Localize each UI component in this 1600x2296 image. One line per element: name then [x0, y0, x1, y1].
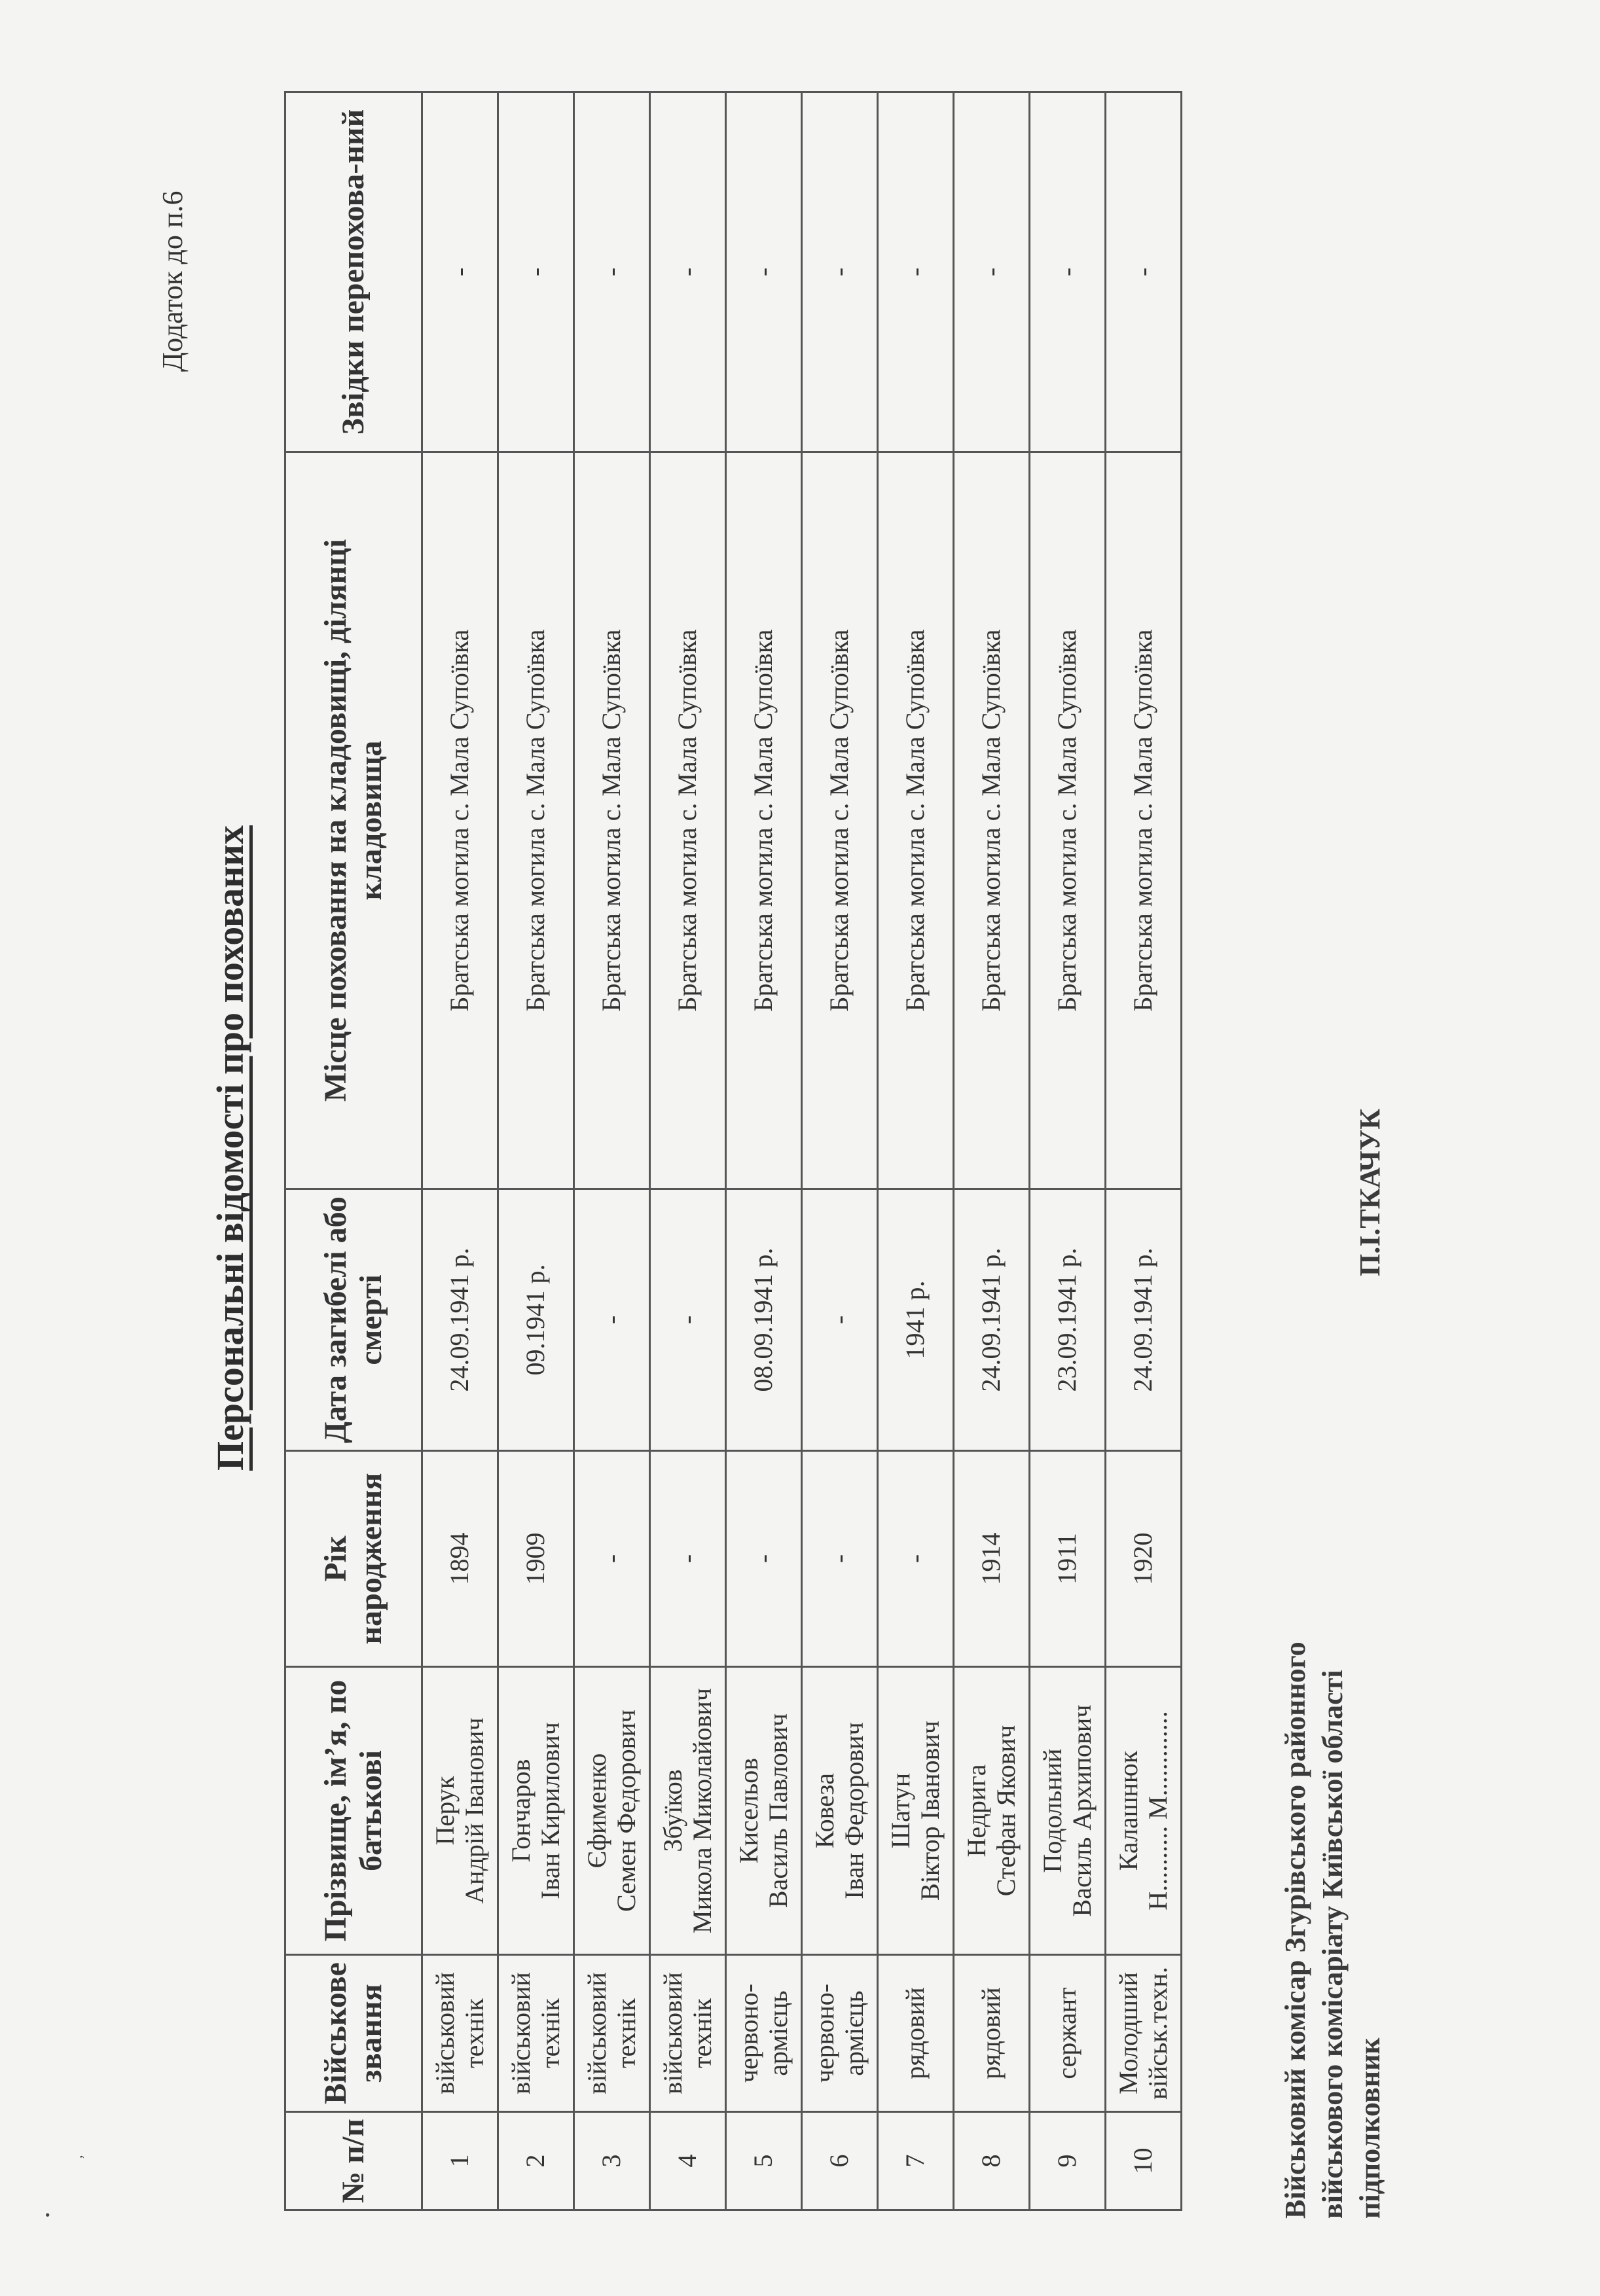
- surname: Шатун: [885, 1772, 915, 1849]
- cell-burial-place: Братська могила с. Мала Супоївка: [726, 452, 802, 1189]
- cell-death-date: 09.1941 р.: [498, 1189, 574, 1451]
- cell-death-date: 24.09.1941 р.: [1106, 1189, 1182, 1451]
- cell-birth-year: -: [574, 1451, 650, 1667]
- cell-full-name: [954, 1667, 1030, 1955]
- cell-reburied-from: -: [498, 92, 574, 452]
- given-names: Андрій Іванович: [459, 1717, 489, 1904]
- cell-number: 2: [498, 2112, 574, 2210]
- cell-death-date: 1941 р.: [878, 1189, 954, 1451]
- cell-full-name: [878, 1667, 954, 1955]
- surname: Недрига: [961, 1764, 991, 1857]
- cell-full-name: [726, 1667, 802, 1955]
- cell-rank: сержант: [1030, 1955, 1106, 2112]
- signature-rank: підполковник: [1354, 2037, 1387, 2219]
- cell-burial-place: Братська могила с. Мала Супоївка: [1030, 452, 1106, 1189]
- given-names: Василь Архипович: [1066, 1704, 1097, 1917]
- cell-birth-year: -: [802, 1451, 878, 1667]
- cell-full-name: [1030, 1667, 1106, 1955]
- scan-speck: ,: [69, 2155, 85, 2159]
- table-row: [1106, 92, 1182, 2210]
- header-death-date: Дата загибелі або смерті: [285, 1189, 422, 1451]
- cell-death-date: 24.09.1941 р.: [954, 1189, 1030, 1451]
- table-row: [802, 92, 878, 2210]
- cell-full-name: [650, 1667, 726, 1955]
- cell-rank: рядовий: [878, 1955, 954, 2112]
- surname: Ковеза: [809, 1772, 839, 1849]
- cell-number: 9: [1030, 2112, 1106, 2210]
- cell-rank: військовий технік: [498, 1955, 574, 2112]
- cell-death-date: 23.09.1941 р.: [1030, 1189, 1106, 1451]
- cell-reburied-from: -: [574, 92, 650, 452]
- table-row: [726, 92, 802, 2210]
- cell-reburied-from: -: [1030, 92, 1106, 452]
- cell-death-date: -: [650, 1189, 726, 1451]
- surname: Перук: [429, 1776, 460, 1846]
- table-body: [422, 92, 1182, 2210]
- surname: Кисельов: [733, 1757, 763, 1864]
- table-row: [574, 92, 650, 2210]
- surname: Єфименко: [581, 1753, 611, 1869]
- appendix-label: Додаток до п.6: [156, 190, 189, 372]
- signature-name: П.І.ТКАЧУК: [1354, 1108, 1387, 1276]
- header-rank: Військове звання: [285, 1955, 422, 2112]
- scan-speck: •: [39, 2212, 56, 2217]
- cell-burial-place: Братська могила с. Мала Супоївка: [954, 452, 1030, 1189]
- cell-birth-year: 1911: [1030, 1451, 1106, 1667]
- cell-reburied-from: -: [1106, 92, 1182, 452]
- table-row: [954, 92, 1030, 2210]
- header-birth-year: Рік народження: [285, 1451, 422, 1667]
- cell-birth-year: 1920: [1106, 1451, 1182, 1667]
- given-names: Семен Федорович: [611, 1710, 641, 1912]
- signature-line-1: Військовий комісар Згурівського районного: [1279, 1641, 1311, 2219]
- surname: Подольний: [1037, 1748, 1067, 1873]
- table-row: [422, 92, 498, 2210]
- signature-line-2: військового комісаріату Київської області: [1317, 1670, 1349, 2219]
- cell-reburied-from: -: [878, 92, 954, 452]
- cell-burial-place: Братська могила с. Мала Супоївка: [650, 452, 726, 1189]
- cell-birth-year: 1894: [422, 1451, 498, 1667]
- cell-rank: Молодший військ.техн.: [1106, 1955, 1182, 2112]
- cell-full-name: [498, 1667, 574, 1955]
- surname: Гончаров: [505, 1759, 536, 1863]
- table-header-row: [285, 92, 422, 2210]
- cell-full-name: [1106, 1667, 1182, 1955]
- cell-number: 4: [650, 2112, 726, 2210]
- given-names: Н.......... М.............: [1142, 1711, 1173, 1910]
- cell-number: 1: [422, 2112, 498, 2210]
- given-names: Микола Миколайович: [687, 1688, 717, 1933]
- cell-rank: червоно-армієць: [726, 1955, 802, 2112]
- cell-rank: військовий технік: [422, 1955, 498, 2112]
- cell-death-date: -: [802, 1189, 878, 1451]
- cell-rank: військовий технік: [574, 1955, 650, 2112]
- cell-reburied-from: -: [954, 92, 1030, 452]
- cell-birth-year: 1914: [954, 1451, 1030, 1667]
- cell-burial-place: Братська могила с. Мала Супоївка: [498, 452, 574, 1189]
- cell-number: 10: [1106, 2112, 1182, 2210]
- cell-full-name: [574, 1667, 650, 1955]
- surname: Збуїков: [657, 1769, 687, 1852]
- cell-birth-year: -: [726, 1451, 802, 1667]
- cell-death-date: -: [574, 1189, 650, 1451]
- cell-birth-year: -: [878, 1451, 954, 1667]
- header-number: № п/п: [285, 2112, 422, 2210]
- given-names: Василь Павлович: [763, 1713, 793, 1909]
- burials-table: [284, 91, 1182, 2211]
- header-burial-place: Місце поховання на кладовищі, ділянці кладовища: [285, 452, 422, 1189]
- cell-full-name: [802, 1667, 878, 1955]
- cell-reburied-from: -: [422, 92, 498, 452]
- cell-number: 5: [726, 2112, 802, 2210]
- page-title: Персональні відомості про похованих: [209, 825, 251, 1471]
- cell-burial-place: Братська могила с. Мала Супоївка: [878, 452, 954, 1189]
- cell-birth-year: -: [650, 1451, 726, 1667]
- cell-death-date: 08.09.1941 р.: [726, 1189, 802, 1451]
- cell-burial-place: Братська могила с. Мала Супоївка: [422, 452, 498, 1189]
- cell-number: 8: [954, 2112, 1030, 2210]
- cell-rank: рядовий: [954, 1955, 1030, 2112]
- given-names: Стефан Якович: [991, 1725, 1021, 1897]
- surname: Калашнюк: [1113, 1750, 1143, 1871]
- given-names: Іван Федорович: [839, 1722, 869, 1899]
- given-names: Іван Кирилович: [535, 1722, 565, 1899]
- cell-death-date: 24.09.1941 р.: [422, 1189, 498, 1451]
- signature-block: [1277, 910, 1389, 2219]
- cell-rank: військовий технік: [650, 1955, 726, 2112]
- cell-burial-place: Братська могила с. Мала Супоївка: [574, 452, 650, 1189]
- table-row: [498, 92, 574, 2210]
- header-name: Прізвище, ім’я, по батькові: [285, 1667, 422, 1955]
- cell-rank: червоно-армієць: [802, 1955, 878, 2112]
- cell-number: 3: [574, 2112, 650, 2210]
- header-reburied-from: Звідки перепохова-ний: [285, 92, 422, 452]
- cell-number: 6: [802, 2112, 878, 2210]
- cell-birth-year: 1909: [498, 1451, 574, 1667]
- cell-reburied-from: -: [726, 92, 802, 452]
- table-row: [1030, 92, 1106, 2210]
- cell-burial-place: Братська могила с. Мала Супоївка: [1106, 452, 1182, 1189]
- given-names: Віктор Іванович: [915, 1721, 945, 1901]
- table-row: [650, 92, 726, 2210]
- cell-reburied-from: -: [802, 92, 878, 452]
- cell-reburied-from: -: [650, 92, 726, 452]
- cell-number: 7: [878, 2112, 954, 2210]
- table-row: [878, 92, 954, 2210]
- cell-burial-place: Братська могила с. Мала Супоївка: [802, 452, 878, 1189]
- cell-full-name: [422, 1667, 498, 1955]
